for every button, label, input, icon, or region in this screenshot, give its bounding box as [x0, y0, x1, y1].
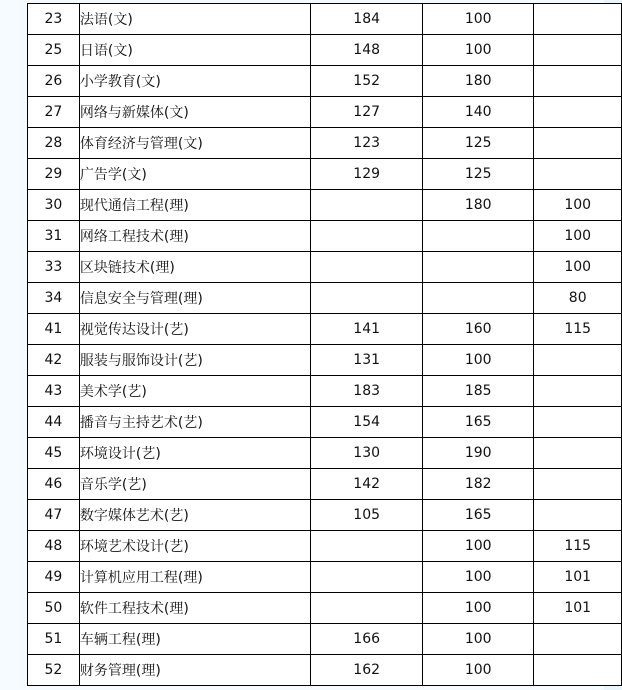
row-number: 50 [28, 593, 80, 624]
value-col-c [534, 128, 622, 159]
value-col-c: 80 [534, 283, 622, 314]
value-col-b: 180 [422, 66, 534, 97]
value-col-a: 131 [311, 345, 423, 376]
table-row [28, 438, 622, 469]
table-row [28, 407, 622, 438]
row-number: 26 [28, 66, 80, 97]
value-col-b: 125 [422, 159, 534, 190]
value-col-c [534, 624, 622, 655]
row-number: 44 [28, 407, 80, 438]
major-name: 计算机应用工程(理) [79, 562, 311, 593]
major-name: 环境艺术设计(艺) [79, 531, 311, 562]
table-row [28, 500, 622, 531]
value-col-a [311, 252, 423, 283]
major-name: 软件工程技术(理) [79, 593, 311, 624]
value-col-a: 166 [311, 624, 423, 655]
table-row [28, 252, 622, 283]
table-row [28, 128, 622, 159]
value-col-c [534, 438, 622, 469]
major-name: 广告学(文) [79, 159, 311, 190]
table-row [28, 97, 622, 128]
table-row [28, 469, 622, 500]
value-col-c: 115 [534, 531, 622, 562]
row-number: 25 [28, 35, 80, 66]
major-name: 音乐学(艺) [79, 469, 311, 500]
table-row [28, 593, 622, 624]
value-col-c [534, 4, 622, 35]
value-col-a: 141 [311, 314, 423, 345]
table-row [28, 190, 622, 221]
row-number: 29 [28, 159, 80, 190]
value-col-b: 100 [422, 562, 534, 593]
value-col-a: 162 [311, 655, 423, 686]
value-col-b [422, 221, 534, 252]
value-col-b: 125 [422, 128, 534, 159]
value-col-b: 182 [422, 469, 534, 500]
value-col-c [534, 407, 622, 438]
row-number: 46 [28, 469, 80, 500]
value-col-a: 152 [311, 66, 423, 97]
table-row [28, 4, 622, 35]
major-name: 现代通信工程(理) [79, 190, 311, 221]
major-name: 视觉传达设计(艺) [79, 314, 311, 345]
value-col-b: 100 [422, 4, 534, 35]
row-number: 23 [28, 4, 80, 35]
value-col-a: 184 [311, 4, 423, 35]
row-number: 31 [28, 221, 80, 252]
row-number: 48 [28, 531, 80, 562]
value-col-b: 100 [422, 624, 534, 655]
value-col-b: 190 [422, 438, 534, 469]
value-col-b: 185 [422, 376, 534, 407]
value-col-b: 165 [422, 500, 534, 531]
value-col-a: 129 [311, 159, 423, 190]
table-row [28, 66, 622, 97]
row-number: 49 [28, 562, 80, 593]
major-name: 网络工程技术(理) [79, 221, 311, 252]
major-name: 数字媒体艺术(艺) [79, 500, 311, 531]
value-col-b: 100 [422, 345, 534, 376]
value-col-a [311, 531, 423, 562]
value-col-a: 130 [311, 438, 423, 469]
value-col-a [311, 190, 423, 221]
major-name: 服装与服饰设计(艺) [79, 345, 311, 376]
row-number: 51 [28, 624, 80, 655]
value-col-b [422, 252, 534, 283]
major-name: 环境设计(艺) [79, 438, 311, 469]
major-name: 车辆工程(理) [79, 624, 311, 655]
value-col-b: 100 [422, 531, 534, 562]
major-name: 播音与主持艺术(艺) [79, 407, 311, 438]
major-name: 法语(文) [79, 4, 311, 35]
major-name: 小学教育(文) [79, 66, 311, 97]
value-col-c [534, 159, 622, 190]
value-col-c: 100 [534, 221, 622, 252]
value-col-c [534, 376, 622, 407]
value-col-c [534, 469, 622, 500]
table-row [28, 221, 622, 252]
row-number: 43 [28, 376, 80, 407]
value-col-c [534, 500, 622, 531]
value-col-c [534, 345, 622, 376]
row-number: 34 [28, 283, 80, 314]
row-number: 41 [28, 314, 80, 345]
major-name: 信息安全与管理(理) [79, 283, 311, 314]
value-col-c: 100 [534, 252, 622, 283]
value-col-b: 165 [422, 407, 534, 438]
value-col-a [311, 562, 423, 593]
major-name: 美术学(艺) [79, 376, 311, 407]
table-row [28, 655, 622, 686]
value-col-a [311, 593, 423, 624]
value-col-a: 148 [311, 35, 423, 66]
value-col-c [534, 35, 622, 66]
table-row [28, 531, 622, 562]
row-number: 52 [28, 655, 80, 686]
row-number: 33 [28, 252, 80, 283]
value-col-a: 154 [311, 407, 423, 438]
row-number: 45 [28, 438, 80, 469]
major-name: 财务管理(理) [79, 655, 311, 686]
value-col-b: 100 [422, 35, 534, 66]
table-row [28, 345, 622, 376]
value-col-c: 101 [534, 593, 622, 624]
row-number: 47 [28, 500, 80, 531]
major-name: 网络与新媒体(文) [79, 97, 311, 128]
row-number: 27 [28, 97, 80, 128]
majors-table [27, 3, 622, 686]
table-row [28, 314, 622, 345]
row-number: 42 [28, 345, 80, 376]
value-col-a: 123 [311, 128, 423, 159]
value-col-a: 142 [311, 469, 423, 500]
value-col-b: 160 [422, 314, 534, 345]
value-col-b: 140 [422, 97, 534, 128]
major-name: 区块链技术(理) [79, 252, 311, 283]
table-row [28, 624, 622, 655]
row-number: 30 [28, 190, 80, 221]
major-name: 日语(文) [79, 35, 311, 66]
value-col-b: 100 [422, 655, 534, 686]
value-col-c [534, 97, 622, 128]
value-col-c [534, 66, 622, 97]
value-col-a [311, 283, 423, 314]
value-col-a [311, 221, 423, 252]
table-row [28, 562, 622, 593]
table-body [28, 4, 622, 686]
value-col-b: 100 [422, 593, 534, 624]
value-col-c: 100 [534, 190, 622, 221]
value-col-a: 127 [311, 97, 423, 128]
value-col-a: 183 [311, 376, 423, 407]
value-col-c [534, 655, 622, 686]
table-row [28, 283, 622, 314]
value-col-c: 101 [534, 562, 622, 593]
table-row [28, 159, 622, 190]
major-name: 体育经济与管理(文) [79, 128, 311, 159]
value-col-b: 180 [422, 190, 534, 221]
value-col-b [422, 283, 534, 314]
table-row [28, 376, 622, 407]
row-number: 28 [28, 128, 80, 159]
value-col-a: 105 [311, 500, 423, 531]
value-col-c: 115 [534, 314, 622, 345]
table-row [28, 35, 622, 66]
